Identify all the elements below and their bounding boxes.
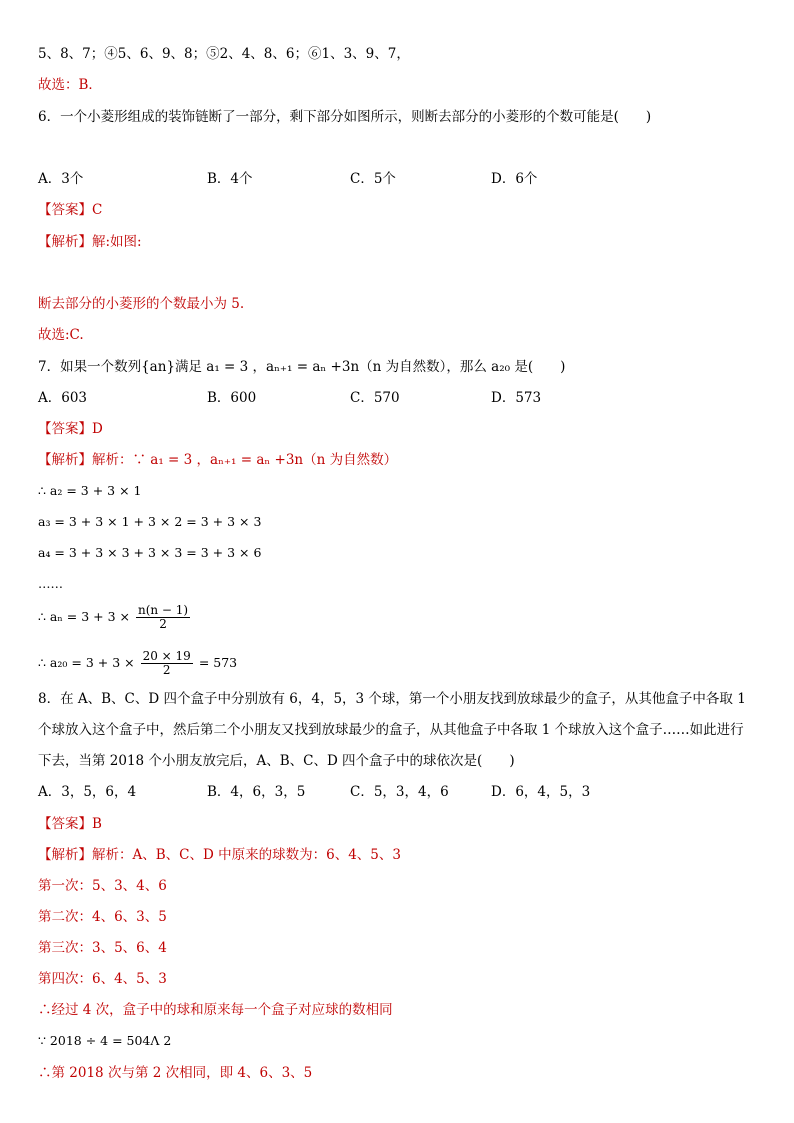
q6-option-c: C．5个: [350, 171, 396, 187]
q7-option-c: C．570: [350, 390, 400, 406]
q7-step-3: a₄ = 3 + 3 × 3 + 3 × 3 = 3 + 3 × 6: [38, 545, 262, 560]
q7-option-b: B．600: [207, 390, 257, 406]
q7-step-5: [38, 650, 237, 677]
q7-step-2: a₃ = 3 + 3 × 1 + 3 × 2 = 3 + 3 × 3: [38, 514, 262, 529]
q7-step-5-lhs: ∴ a₂₀ = 3 + 3 ×: [38, 655, 135, 670]
q8-stem-line-1: 8．在 A、B、C、D 四个盒子中分别放有 6，4，5，3 个球，第一个小朋友找到放球最少的盒子，从其他盒子中各取 1: [38, 691, 746, 707]
q6-analysis: 【解析】解:如图:: [38, 234, 142, 250]
q8-option-c: C．5，3，4，6: [350, 784, 449, 800]
q6-answer: 【答案】C: [38, 202, 103, 218]
q8-step-2: 第二次：4、6、3、5: [38, 909, 167, 925]
q8-option-a: A．3，5，6，4: [38, 784, 137, 800]
q7-step-4-numerator: n(n − 1): [137, 603, 189, 617]
q7-step-4-lhs: ∴ aₙ = 3 + 3 ×: [38, 609, 130, 624]
q7-step-5-fraction: [141, 650, 193, 677]
q8-option-d: D．6，4，5，3: [491, 784, 591, 800]
q8-step-4: 第四次：6、4、5、3: [38, 971, 167, 987]
prev-choice: 故选：B．: [38, 77, 102, 93]
q7-step-4-denominator: 2: [159, 617, 167, 631]
q8-answer: 【答案】B: [38, 816, 102, 832]
q7-step-4: [38, 604, 192, 631]
q8-analysis: 【解析】解析：A、B、C、D 中原来的球数为：6、4、5、3: [38, 847, 401, 863]
q7-step-5-numerator: 20 × 19: [142, 649, 191, 663]
q7-answer: 【答案】D: [38, 421, 103, 437]
q7-option-d: D．573: [491, 390, 542, 406]
q6-choice: 故选:C.: [38, 327, 84, 343]
q7-step-5-rhs: = 573: [198, 655, 238, 670]
prev-answer-line: 5、8、7；④5、6、9、8；⑤2、4、8、6；⑥1、3、9、7，: [38, 46, 410, 62]
q6-option-a: A．3个: [38, 171, 84, 187]
q7-ellipsis: ……: [38, 576, 63, 591]
q6-stem: 6．一个小菱形组成的装饰链断了一部分，剩下部分如图所示，则断去部分的小菱形的个数可能是( ): [38, 109, 652, 125]
q7-step-5-denominator: 2: [162, 663, 171, 677]
q8-step-7: ∴第 2018 次与第 2 次相同，即 4、6、3、5: [38, 1065, 313, 1081]
q7-stem: 7．如果一个数列{an}满足 a₁ = 3 ，aₙ₊₁ = aₙ +3n（n 为自然数），那么 a₂₀ 是( ): [38, 359, 566, 375]
q8-step-1: 第一次：5、3、4、6: [38, 878, 167, 894]
q7-analysis: 【解析】解析：∵ a₁ = 3 ，aₙ₊₁ = aₙ +3n（n 为自然数）: [38, 452, 398, 468]
q6-option-b: B．4个: [207, 171, 253, 187]
q8-stem-line-3: 下去，当第 2018 个小朋友放完后，A、B、C、D 四个盒子中的球依次是( ): [38, 753, 515, 769]
q7-step-4-fraction: [136, 604, 190, 631]
q7-option-a: A．603: [38, 390, 88, 406]
q8-stem-line-2: 个球放入这个盒子中，然后第二个小朋友又找到放球最少的盒子，从其他盒子中各取 1 个球放入这个盒子……如此进行: [38, 722, 744, 738]
q6-option-d: D．6个: [491, 171, 538, 187]
q6-result: 断去部分的小菱形的个数最小为 5.: [38, 296, 245, 312]
q7-step-1: ∴ a₂ = 3 + 3 × 1: [38, 483, 142, 498]
q8-step-3: 第三次：3、5、6、4: [38, 940, 167, 956]
q8-step-5: ∴经过 4 次，盒子中的球和原来每一个盒子对应球的数相同: [38, 1002, 393, 1018]
q8-option-b: B．4，6，3，5: [207, 784, 306, 800]
q8-step-6: ∵ 2018 ÷ 4 = 504Λ 2: [38, 1033, 172, 1048]
